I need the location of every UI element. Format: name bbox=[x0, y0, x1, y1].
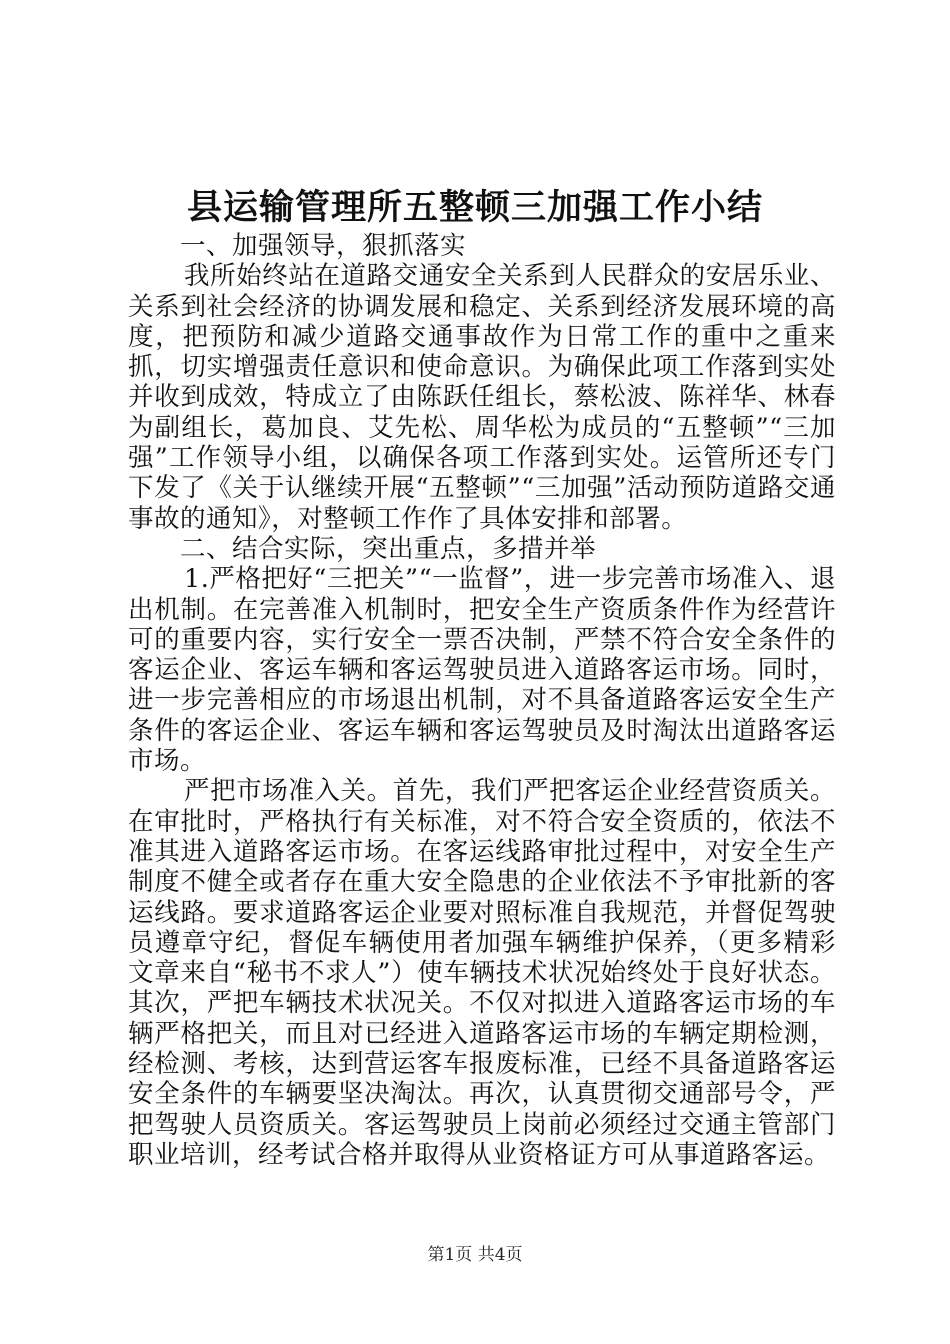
document-title: 县运输管理所五整顿三加强工作小结 bbox=[186, 187, 763, 228]
page-footer: 第1页 共4页 bbox=[427, 1245, 523, 1265]
section-heading-2: 二、结合实际，突出重点，多措并举 bbox=[180, 533, 597, 564]
document-body bbox=[128, 231, 836, 1170]
section-2-paragraph-2: 严把市场准入关。首先，我们严把客运企业经营资质关。在审批时，严格执行有关标准，对不符合安全资质的，依法不准其进入道路客运市场。在客运线路审批过程中，对安全生产制度不健全或者存在重大安全隐患的企业依法不予审批新的客运线路。要求道路客运企业要对照标准自我规范，并督促驾驶员遵章守纪，督促车辆使用者加强车辆维护保养，（更多精彩文章来自“秘书不求人”）使车辆技术状况始终处于良好状态。其次，严把车辆技术状况关。不仅对拟进入道路客运市场的车辆严格把关，而且对已经进入道路客运市场的车辆定期检测，经检测、考核，达到营运客车报废标准，已经不具备道路客运安全条件的车辆要坚决淘汰。再次，认真贯彻交通部号令，严把驾驶人员资质关。客运驾驶员上岗前必须经过交通主管部门职业培训，经考试合格并取得从业资格证方可从事道路客运。 bbox=[128, 776, 836, 1170]
section-1-paragraph-1: 我所始终站在道路交通安全关系到人民群众的安居乐业、关系到社会经济的协调发展和稳定、关系到经济发展环境的高度，把预防和减少道路交通事故作为日常工作的重中之重来抓，切实增强责任意识和使命意识。为确保此项工作落到实处并收到成效，特成立了由陈跃任组长，蔡松波、陈祥华、林春为副组长，葛加良、艾先松、周华松为成员的“五整顿”“三加强”工作领导小组，以确保各项工作落到实处。运管所还专门下发了《关于认继续开展“五整顿”“三加强”活动预防道路交通事故的通知》，对整顿工作作了具体安排和部署。 bbox=[128, 261, 836, 534]
section-2-paragraph-1: 1.严格把好“三把关”“一监督”，进一步完善市场准入、退出机制。在完善准入机制时，把安全生产资质条件作为经营许可的重要内容，实行安全一票否决制，严禁不符合安全条件的客运企业、客运车辆和客运驾驶员进入道路客运市场。同时，进一步完善相应的市场退出机制，对不具备道路客运安全生产条件的客运企业、客运车辆和客运驾驶员及时淘汰出道路客运市场。 bbox=[128, 564, 836, 777]
section-heading-1: 一、加强领导，狠抓落实 bbox=[180, 231, 467, 261]
